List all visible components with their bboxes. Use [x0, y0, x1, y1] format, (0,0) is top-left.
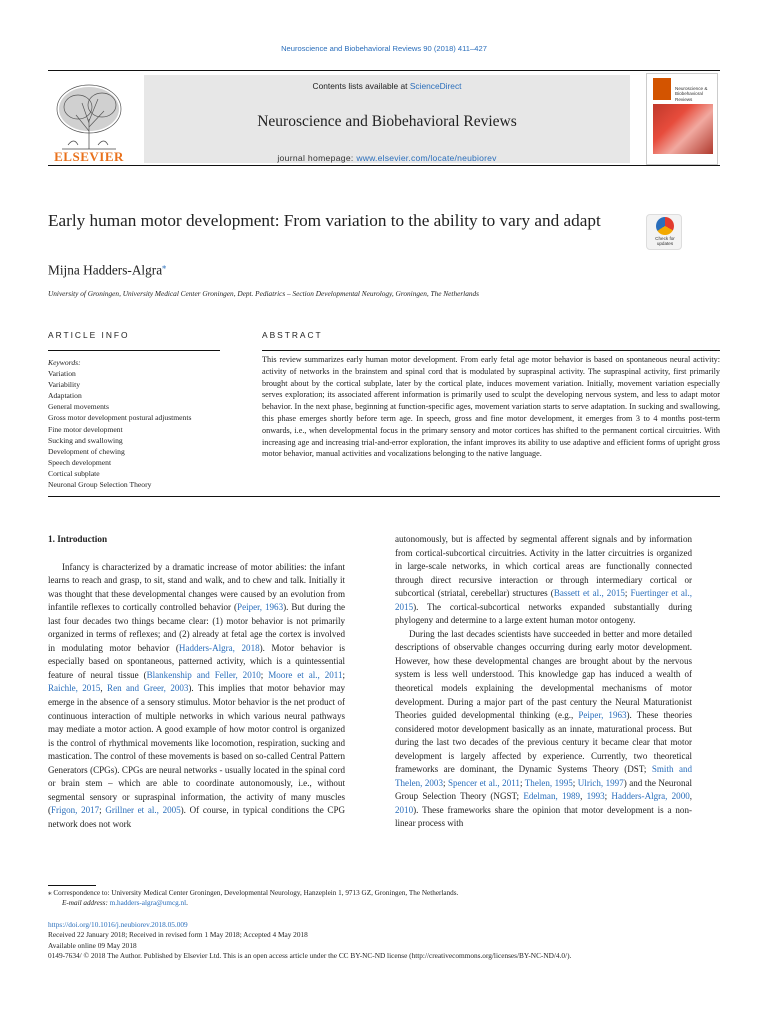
citation-link[interactable]: Ulrich, 1997	[577, 777, 624, 788]
text-run: ). Motor behavior is especially based on spontaneous, patterned activity, which is a quintessential feature of neural tissue (	[48, 642, 345, 680]
journal-reference[interactable]: Neuroscience and Biobehavioral Reviews 90 (2018) 411–427	[281, 44, 487, 53]
keyword-item: Cortical subplate	[48, 468, 100, 478]
citation-link[interactable]: Edelman, 1989	[523, 791, 581, 802]
text-run: ). The cortical-subcortical networks expanded substantially during phylogeny and determine to a large extent human motor ontogeny.	[395, 601, 692, 626]
keyword-item: Neuronal Group Selection Theory	[48, 480, 152, 490]
citation-link[interactable]: Ren and Greer, 2003	[107, 683, 189, 694]
citation-link[interactable]: Grillner et al., 2005	[105, 805, 181, 816]
footnotes	[48, 888, 720, 908]
text-run: ). These theories considered motor development basically as an innate, maturational process. But during the last two decades of the previous century it became clear that motor development is largely affected by experience. Currently, two theoretical frameworks are dominant, the Dynamic Systems Theory (DST;	[395, 710, 692, 775]
paragraph: autonomously, but is affected by segmental afferent signals and by information from cortical-subcortical circuitries. Activity in the latter circuitries is organized in large-scale networks, in which cortical areas are functionally connected through direct recursive interaction or through intermediary cortical or subcortical (striatal, cerebellar) structures (Bassett et al., 2015; Fuertinger et al., 2015). The cortical-subcortical networks expanded substantially during phylogeny and determine to a large extent human motor ontogeny.	[395, 534, 692, 626]
author-name: Mijna Hadders-Algra	[48, 262, 163, 278]
citation-link[interactable]: Fuertinger et al., 2015	[395, 588, 692, 612]
publisher-name: ELSEVIER	[54, 149, 124, 164]
citation-link[interactable]: Thelen, 1995	[524, 777, 573, 788]
section-heading-introduction: 1. Introduction	[48, 534, 108, 544]
citation-link[interactable]: Peiper, 1963	[578, 710, 627, 721]
article-info-rule	[48, 350, 220, 351]
abstract-rule-bottom	[48, 496, 720, 497]
check-for-updates-button[interactable]	[646, 214, 682, 250]
journal-homepage-link[interactable]: www.elsevier.com/locate/neubiorev	[356, 153, 497, 163]
keyword-item: Development of chewing	[48, 446, 125, 456]
journal-header	[48, 70, 720, 166]
sciencedirect-link[interactable]: ScienceDirect	[409, 81, 462, 91]
abstract-rule-top	[262, 350, 720, 351]
homepage-prefix: journal homepage:	[277, 153, 357, 163]
keyword-item: Fine motor development	[48, 424, 123, 434]
text-run: ) and the Neuronal Group Selection Theory (NGST;	[395, 777, 692, 802]
correspondence-mark[interactable]: ⁎	[162, 262, 167, 271]
text-run: ). This implies that motor behavior may emerge in the absence of a sensory stimulus. Motor behavior is the net product of continuous interaction of multiple networks in which various neural pathways may mediate a motor action. A good example of how motor control is organized is the control of rhythmical movements like locomotion, respiration, sucking and mastication. The control of these movements is based on so-called Central Pattern Generators (CPGs). CPGs are neural networks - usually located in the spinal cord or brain stem – which are able to coordinate autonomously, i.e., without segmental sensory or supraspinal information, the activity of many muscles (	[48, 683, 345, 816]
keyword-item: Adaptation	[48, 391, 82, 401]
text-run: ). Of course, in typical conditions the CPG network does not work	[48, 805, 346, 829]
cover-image	[653, 104, 713, 154]
text-run: ). But during the last four decades two things became clear: (1) motor behavior is not primarily organized in terms of reflexes; and (2) already at fetal age the cortex is involved in modulating motor behavior (	[48, 602, 345, 653]
correspondence-footnote: ⁎ Correspondence to: University Medical Center Groningen, Developmental Neurology, Hanzeplein 1, 9713 GZ, Groningen, The Netherlands.	[48, 889, 459, 897]
citation-link[interactable]: 1993	[586, 791, 605, 802]
citation-link[interactable]: 2010	[395, 804, 414, 815]
doi-link[interactable]: https://doi.org/10.1016/j.neubiorev.2018.05.009	[48, 920, 188, 929]
citation-link[interactable]: Hadders-Algra, 2000	[611, 791, 690, 802]
citation-link[interactable]: Hadders-Algra, 2018	[178, 642, 260, 653]
abstract-text: This review summarizes early human motor development. From early fetal age motor behavior is based on spontaneous neural activity: activity of networks in the brainstem and spinal cord that is modulated by supraspinal activity. The supraspinal activity, first primarily brought about by the cortical subplate, later by the cortical plate, induces movement variation. Initially, movement variation especially serves exploration; its associated afferent information is primarily used to sculpt the developing nervous system, and less to adapt motor behavior. In the next phase, beginning at function-specific ages, movement variation starts to serve adaptation. In sucking and swallowing, this phase emerges shortly before term age. In speech, gross and fine motor development, it emerges from 3 to 4 months post-term onwards, i.e., when developmental focus in the primary sensory and motor cortices has shifted to the permanent cortical circuitries. With increasing age and increasing trial-and-error exploration, the infant improves its ability to use adaptive and efficient forms of upright gross motor behavior, manual activities and vocalizations belonging to the native language.	[262, 355, 720, 459]
text-run: autonomously, but is affected by segmental afferent signals and by information from cortical-subcortical circuitries. Activity in the latter circuitries is organized in large-scale networks, in which cortical areas are functionally connected through direct recursive interaction or through intermediary cortical or subcortical (striatal, cerebellar) structures (	[395, 534, 692, 599]
paragraph: Infancy is characterized by a dramatic increase of motor abilities: the infant learns to reach and grasp, to sit, stand and walk, and to chew and talk. Initially it was thought that these developmental changes were caused by an evolution from infantile reflexes to cortically controlled behavior (Peiper, 1963). But during the last four decades two things became clear: (1) motor behavior is not primarily organized in terms of reflexes; and (2) already at fetal age the cortex is involved in modulating motor behavior (Hadders-Algra, 2018). Motor behavior is especially based on spontaneous, patterned activity, which is a quintessential feature of neural tissue (Blankenship and Feller, 2010; Moore et al., 2011; Raichle, 2015, Ren and Greer, 2003). This implies that motor behavior may emerge in the absence of a sensory stimulus. Motor behavior is the net product of continuous interaction of multiple networks in which various neural pathways may mediate a motor action. A good example of how motor control is organized is the control of rhythmical movements like locomotion, respiration, sucking and mastication. The control of these movements is based on so-called Central Pattern Generators (CPGs). CPGs are neural networks - usually located in the spinal cord or brain stem – which are able to coordinate autonomously, i.e., without segmental sensory or supraspinal information, the activity of many muscles (Frigon, 2017; Grillner et al., 2005). Of course, in typical conditions the CPG network does not work	[48, 561, 346, 829]
received-dates: Received 22 January 2018; Received in revised form 1 May 2018; Accepted 4 May 2018	[48, 930, 308, 940]
citation-link[interactable]: Peiper, 1963	[237, 602, 284, 613]
available-online: Available online 09 May 2018	[48, 940, 137, 950]
citation-link[interactable]: Frigon, 2017	[51, 805, 100, 816]
cover-title: Neuroscience & Biobehavioral Reviews	[675, 86, 708, 102]
body-column-right	[395, 533, 692, 831]
citation-link[interactable]: Smith and Thelen, 2003	[395, 764, 693, 788]
contents-prefix: Contents lists available at	[312, 81, 410, 91]
contents-line	[144, 81, 630, 91]
article-title: Early human motor development: From variation to the ability to vary and adapt	[48, 211, 601, 230]
citation-link[interactable]: Bassett et al., 2015	[553, 588, 625, 599]
keyword-item: Gross motor development postural adjustments	[48, 413, 192, 423]
author-line	[48, 262, 166, 278]
footnote-rule	[48, 885, 96, 886]
keyword-item: Sucking and swallowing	[48, 435, 123, 445]
citation-link[interactable]: Blankenship and Feller, 2010	[146, 669, 261, 680]
author-affiliation: University of Groningen, University Medical Center Groningen, Dept. Pediatrics – Section Developmental Neurology, Groningen, The Netherlands	[48, 289, 479, 298]
text-run: During the last decades scientists have succeeded in better and more detailed descriptions of observable changes occurring during early motor development. However, how these developmental changes are brought about by the nervous system is less well understood. This knowledge gap has induced a wealth of theoretical models explaining the developmental mechanisms of motor development. During a major part of the past century the Neural Maturationist Theories guided developmental thinking (e.g.,	[395, 628, 692, 721]
author-email-link[interactable]: m.hadders-algra@umcg.nl	[109, 899, 187, 908]
text-run: Infancy is characterized by a dramatic increase of motor abilities: the infant learns to reach and grasp, to sit, stand and walk, and to chew and talk. Initially it was thought that these developmental changes were caused by an evolution from infantile reflexes to cortically controlled behavior (	[48, 561, 345, 613]
cover-logo-strip	[653, 78, 671, 100]
keywords-label: Keywords:	[48, 358, 81, 367]
keyword-item: Variation	[48, 369, 76, 379]
license-statement: 0149-7634/ © 2018 The Author. Published by Elsevier Ltd. This is an open access article under the CC BY-NC-ND license (http://creativecommons.org/licenses/BY-NC-ND/4.0/).	[48, 950, 572, 960]
publication-info	[48, 920, 738, 961]
text-run: ). These frameworks share the opinion that motor development is a non-linear process with	[395, 804, 692, 829]
abstract-heading: ABSTRACT	[262, 330, 323, 340]
crossmark-icon	[656, 217, 674, 235]
journal-title: Neuroscience and Biobehavioral Reviews	[257, 113, 517, 130]
keyword-item: Speech development	[48, 457, 112, 467]
email-footnote	[48, 898, 720, 908]
homepage-line	[144, 153, 630, 163]
email-label: E-mail address:	[62, 899, 110, 908]
keyword-item: Variability	[48, 380, 81, 390]
keyword-item: General movements	[48, 402, 109, 412]
body-column-left	[48, 533, 345, 831]
citation-link[interactable]: Raichle, 2015	[48, 683, 101, 694]
article-info-heading: ARTICLE INFO	[48, 330, 130, 340]
email-end: .	[186, 899, 188, 908]
paragraph: During the last decades scientists have succeeded in better and more detailed descriptions of observable changes occurring during early motor development. However, how these developmental changes are brought about by the nervous system is less well understood. This knowledge gap has induced a wealth of theoretical models explaining the developmental mechanisms of motor development. During a major part of the past century the Neural Maturationist Theories guided developmental thinking (e.g., Peiper, 1963). These theories considered motor development basically as an innate, maturational process. But during the last two decades of the previous century it became clear that motor development is largely affected by experience. Currently, two theoretical frameworks are dominant, the Dynamic Systems Theory (DST; Smith and Thelen, 2003; Spencer et al., 2011; Thelen, 1995; Ulrich, 1997) and the Neuronal Group Selection Theory (NGST; Edelman, 1989, 1993; Hadders-Algra, 2000, 2010). These frameworks share the opinion that motor development is a non-linear process with	[395, 628, 693, 829]
citation-link[interactable]: Moore et al., 2011	[268, 669, 343, 680]
journal-banner	[144, 75, 630, 163]
journal-cover[interactable]	[646, 73, 718, 165]
keywords-list	[48, 357, 218, 490]
citation-link[interactable]: Spencer et al., 2011	[447, 777, 520, 788]
crossmark-label: Check for updates	[655, 236, 675, 246]
